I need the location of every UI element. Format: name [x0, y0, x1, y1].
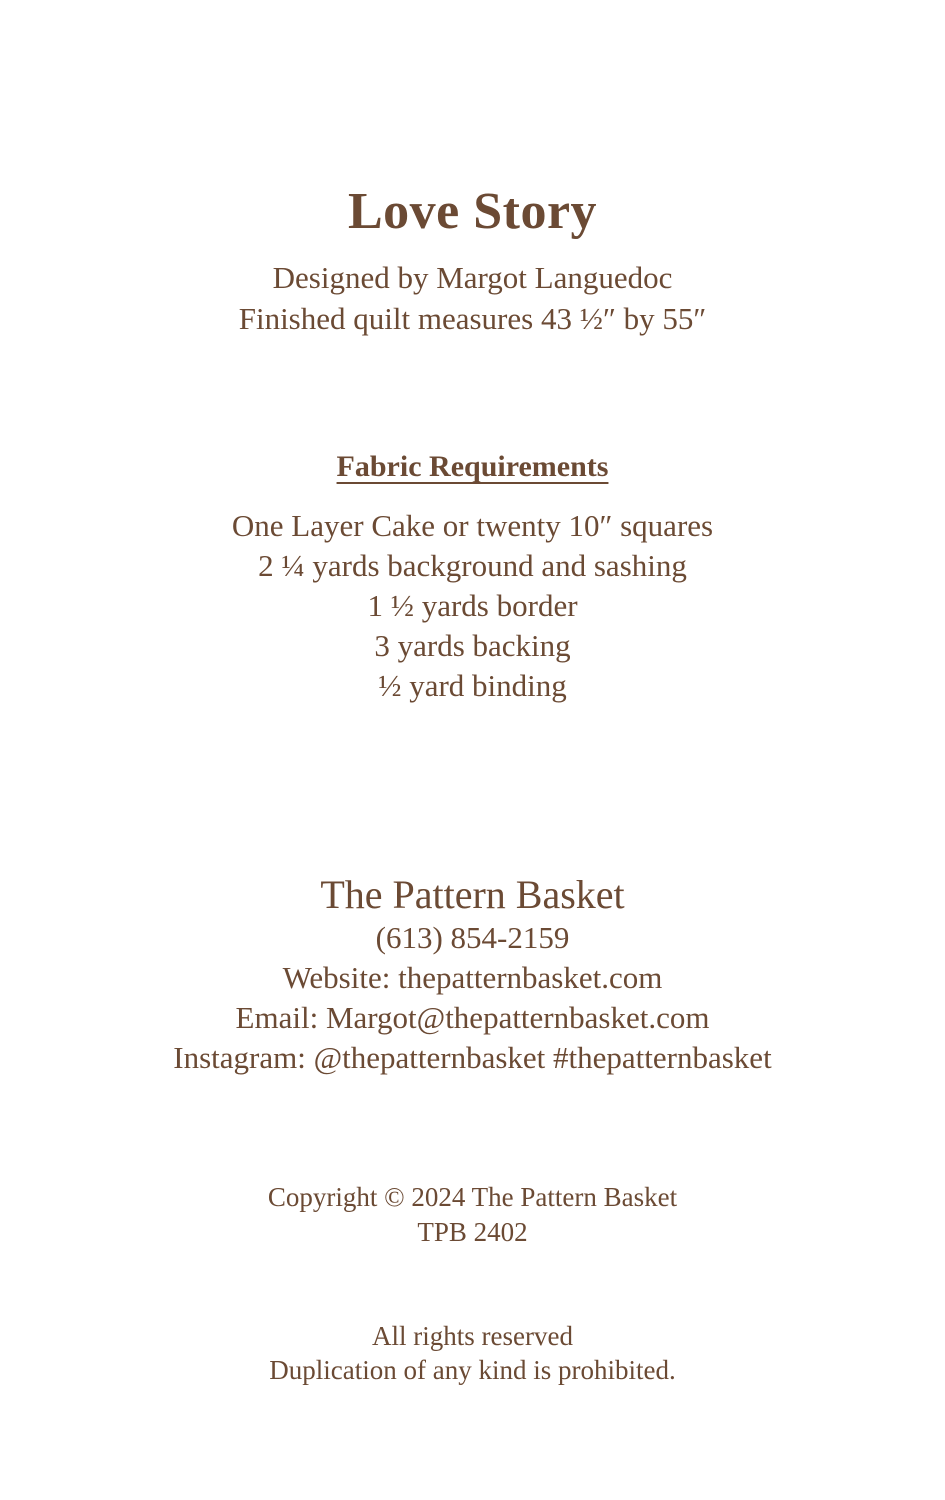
company-name: The Pattern Basket [320, 872, 625, 917]
rights-reserved: All rights reserved [372, 1321, 573, 1351]
pattern-code: TPB 2402 [417, 1217, 528, 1247]
fabric-requirements-heading: Fabric Requirements [336, 450, 609, 483]
fabric-item: 1 ½ yards border [367, 588, 578, 623]
pattern-title: Love Story [347, 183, 598, 240]
company-instagram: Instagram: @thepatternbasket #thepatternbasket [173, 1040, 772, 1075]
copyright-line: Copyright © 2024 The Pattern Basket [267, 1182, 678, 1212]
fabric-item: ½ yard binding [378, 668, 567, 703]
company-website: Website: thepatternbasket.com [282, 960, 663, 995]
finished-size: Finished quilt measures 43 ½″ by 55″ [238, 301, 707, 336]
duplication-notice: Duplication of any kind is prohibited. [269, 1355, 676, 1385]
fabric-item: 2 ¼ yards background and sashing [258, 548, 687, 583]
company-email: Email: Margot@thepatternbasket.com [235, 1000, 710, 1035]
company-phone: (613) 854-2159 [375, 920, 570, 955]
fabric-item: One Layer Cake or twenty 10″ squares [231, 508, 714, 543]
fabric-item: 3 yards backing [374, 628, 571, 663]
designer-credit: Designed by Margot Languedoc [272, 260, 673, 295]
